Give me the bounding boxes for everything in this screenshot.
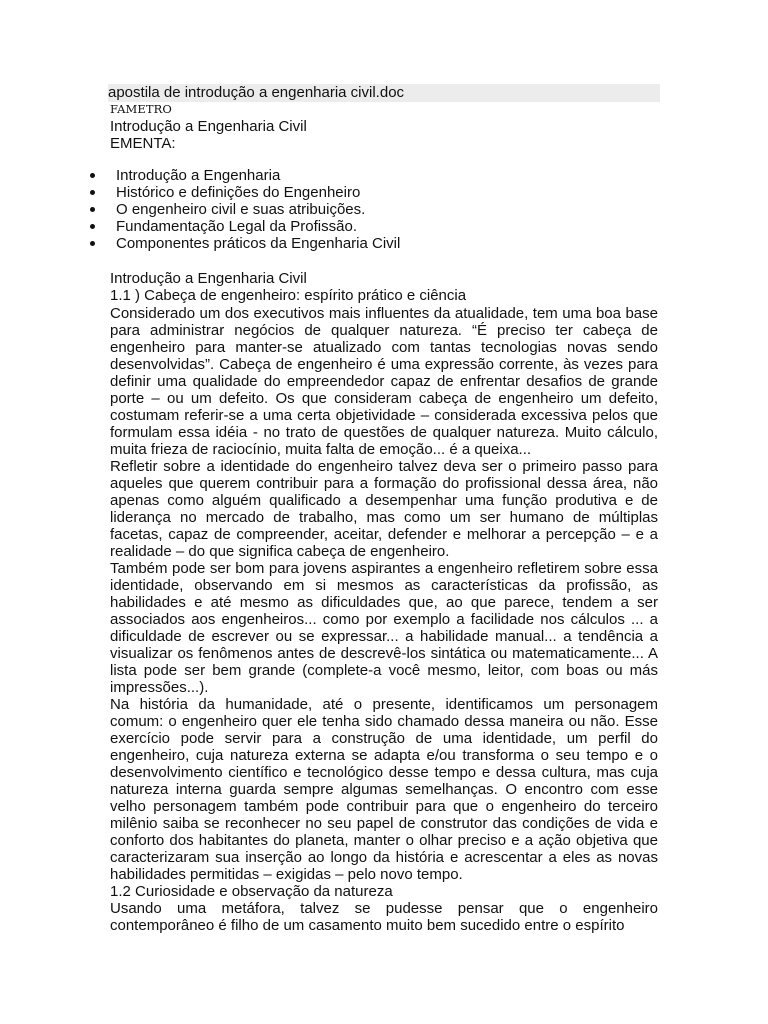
bullet-icon <box>90 207 95 212</box>
paragraph: Considerado um dos executivos mais influentes da atualidade, tem uma boa base para administrar negócios de qualquer natureza. “É preciso ter cabeça de engenheiro para manter-se atualizado com tantas tecnologias novas sendo desenvolvidas”. Cabeça de engenheiro é uma expressão corrente, às vezes para definir uma qualidade do empreendedor capaz de enfrentar desafios de grande porte – ou um defeito. Os que consideram cabeça de engenheiro um defeito, costumam referir-se a uma certa objetividade – considerada excessiva pelos que formulam essa idéia - no trato de questões de qualquer natureza. Muito cálculo, muita frieza de raciocínio, muita falta de emoção... é a queixa... <box>110 305 658 458</box>
section-title: Introdução a Engenharia Civil <box>110 270 307 287</box>
subsection-heading-1-2: 1.2 Curiosidade e observação da natureza <box>110 883 393 900</box>
ementa-list <box>88 167 400 252</box>
ementa-item-text: Histórico e definições do Engenheiro <box>116 184 361 201</box>
document-file-title <box>108 84 660 102</box>
ementa-item <box>88 167 400 184</box>
bullet-icon <box>90 190 95 195</box>
ementa-item-text: Componentes práticos da Engenharia Civil <box>116 235 401 252</box>
paragraph: Refletir sobre a identidade do engenheiro talvez deva ser o primeiro passo para aqueles que querem contribuir para a formação do profissional dessa área, não apenas como alguém qualificado a desempenhar uma função produtiva e de liderança no mercado de trabalho, mas como um ser humano de múltiplas facetas, capaz de compreender, aceitar, defender e melhorar a percepção – e a realidade – do que significa cabeça de engenheiro. <box>110 458 658 560</box>
ementa-item <box>88 235 400 252</box>
paragraph: Também pode ser bom para jovens aspirantes a engenheiro refletirem sobre essa identidade, observando em si mesmos as características da profissão, as habilidades e até mesmo as dificuldades que, ao que parece, tendem a ser associados aos engenheiros... como por exemplo a facilidade nos cálculos ... a dificuldade de escrever ou se expressar... a habilidade manual... a tendência a visualizar os fenômenos antes de descrevê-los sintática ou matematicamente... A lista pode ser bem grande (complete-a você mesmo, leitor, com boas ou más impressões...). <box>110 560 658 696</box>
file-title-text: apostila de introdução a engenharia civil.doc <box>108 84 405 101</box>
institution-label: FAMETRO <box>110 102 172 116</box>
ementa-item <box>88 201 400 218</box>
paragraph: Usando uma metáfora, talvez se pudesse pensar que o engenheiro contemporâneo é filho de um casamento muito bem sucedido entre o espírito <box>110 900 658 934</box>
ementa-item-text: O engenheiro civil e suas atribuições. <box>116 201 366 218</box>
ementa-item <box>88 184 400 201</box>
subsection-heading-1-1: 1.1 ) Cabeça de engenheiro: espírito prático e ciência <box>110 287 467 304</box>
bullet-icon <box>90 173 95 178</box>
ementa-label: EMENTA: <box>110 135 176 152</box>
ementa-item <box>88 218 400 235</box>
bullet-icon <box>90 241 95 246</box>
ementa-item-text: Introdução a Engenharia <box>116 167 281 184</box>
bullet-icon <box>90 224 95 229</box>
paragraph: Na história da humanidade, até o presente, identificamos um personagem comum: o engenheiro quer ele tenha sido chamado dessa maneira ou não. Esse exercício pode servir para a construção de uma identidade, um perfil do engenheiro, cuja natureza externa se adapta e/ou transforma o seu tempo e o desenvolvimento científico e tecnológico desse tempo e dessa cultura, mas cuja natureza interna guarda sempre algumas semelhanças. O encontro com esse velho personagem também pode contribuir para que o engenheiro do terceiro milênio saiba se reconhecer no seu papel de construtor das condições de vida e conforto dos habitantes do planeta, manter o olhar preciso e a ação objetiva que caracterizaram sua inserção ao longo da história e acrescentar a eles as novas habilidades permitidas – exigidas – pelo novo tempo. <box>110 696 658 883</box>
course-title: Introdução a Engenharia Civil <box>110 118 307 135</box>
document-body <box>110 305 658 934</box>
ementa-item-text: Fundamentação Legal da Profissão. <box>116 218 357 235</box>
